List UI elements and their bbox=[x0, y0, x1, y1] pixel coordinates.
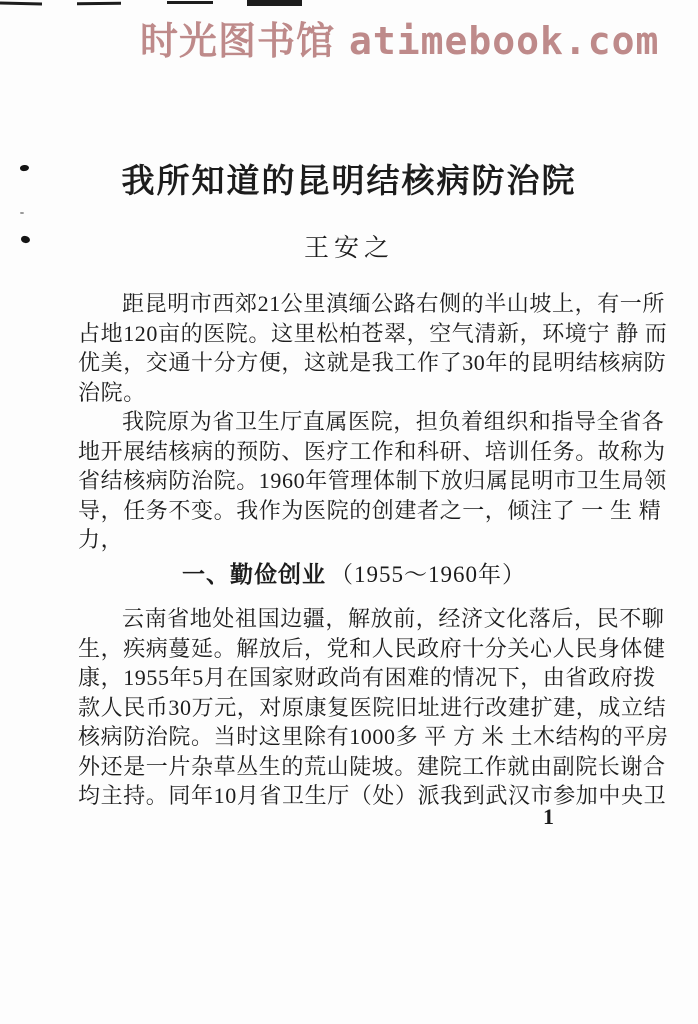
scan-artifact-dash bbox=[77, 2, 121, 5]
text-line: 核病防治院。当时这里除有1000多 平 方 米 土木结构的平房 bbox=[78, 724, 669, 749]
scan-artifact-dash bbox=[167, 1, 213, 4]
section-heading bbox=[78, 556, 630, 589]
text-line: 省结核病防治院。1960年管理体制下放归属昆明市卫生局领 bbox=[78, 468, 667, 493]
site-watermark bbox=[140, 10, 659, 65]
text-line: 生，疾病蔓延。解放后，党和人民政府十分关心人民身体健 bbox=[78, 635, 666, 661]
paragraph bbox=[78, 604, 669, 811]
scan-artifact-bar bbox=[247, 0, 302, 6]
scan-artifact-speck bbox=[20, 212, 24, 214]
text-line: 款人民币30万元，对原康复医院旧址进行改建扩建，成立结 bbox=[78, 694, 667, 720]
text-line: 导，任务不变。我作为医院的创建者之一，倾注了 一 生 精 bbox=[78, 497, 662, 523]
text-line: 力， bbox=[78, 527, 124, 552]
text-line: 均主持。同年10月省卫生厅（处）派我到武汉市参加中央卫 bbox=[78, 783, 667, 808]
paragraph bbox=[78, 407, 667, 555]
scan-artifact-dash bbox=[0, 2, 42, 6]
article-author: 王安之 bbox=[303, 235, 394, 262]
text-line: 云南省地处祖国边疆，解放前，经济文化落后，民不聊 bbox=[122, 606, 665, 631]
text-line: 我院原为省卫生厅直属医院，担负着组织和指导全省各 bbox=[122, 409, 665, 434]
text-line: 距昆明市西郊21公里滇缅公路右侧的半山坡上，有一所 bbox=[122, 291, 666, 316]
text-line: 外还是一片杂草丛生的荒山陡坡。建院工作就由副院长谢合 bbox=[78, 753, 666, 779]
section-heading-years: （1955～1960年） bbox=[330, 562, 526, 587]
article-title: 我所知道的昆明结核病防治院 bbox=[121, 164, 577, 200]
page-number: 1 bbox=[543, 804, 554, 829]
section-heading-title: 一、勤俭创业 bbox=[182, 562, 326, 587]
watermark-chinese-text: 时光图书馆 bbox=[140, 19, 336, 63]
text-line: 康，1955年5月在国家财政尚有困难的情况下，由省政府拨 bbox=[78, 665, 656, 690]
text-line: 占地120亩的医院。这里松柏苍翠，空气清新，环境宁 静 而 bbox=[78, 320, 668, 346]
text-line: 优美，交通十分方便，这就是我工作了30年的昆明结核病防 bbox=[78, 350, 667, 375]
paragraph bbox=[78, 289, 668, 407]
text-line: 地开展结核病的预防、医疗工作和科研、培训任务。故称为 bbox=[78, 438, 666, 464]
watermark-domain-text: atimebook.com bbox=[349, 19, 660, 63]
text-line: 治院。 bbox=[78, 379, 146, 405]
